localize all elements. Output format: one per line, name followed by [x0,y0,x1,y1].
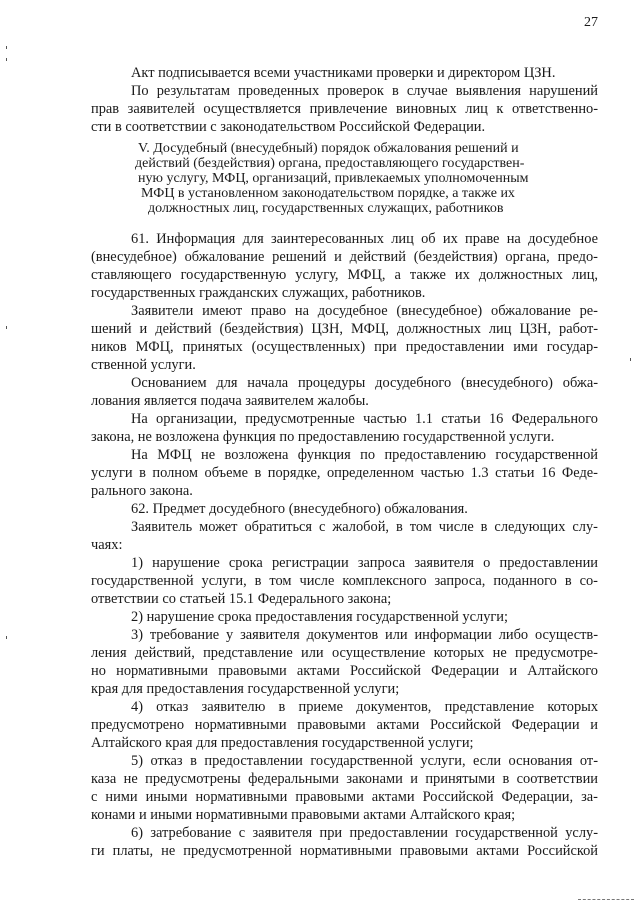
margin-mark [6,46,7,49]
margin-mark [6,326,7,329]
paragraph-line: прав заявителей осуществляется привлечение виновных лиц к ответственно- [91,101,599,117]
margin-mark [630,358,631,361]
paragraph-line: Заявитель может обратиться с жалобой, в том числе в следующих слу- [131,519,598,535]
paragraph-line: 62. Предмет досудебного (внесудебного) обжалования. [131,501,468,517]
paragraph-line: Алтайского края для предоставления государственной услуги; [91,735,474,751]
paragraph-line: но нормативными правовыми актами Российской Федерации и Алтайского [91,663,599,679]
paragraph-line: ления действий, представление или осуществление которых не предусмотре- [91,645,598,661]
section-heading-line: V. Досудебный (внесудебный) порядок обжалования решений и [138,141,519,156]
section-heading-line: должностных лиц, государственных служащих, работников [148,201,504,216]
paragraph-line: чаях: [91,537,123,553]
paragraph-line: На организации, предусмотренные частью 1.1 статьи 16 Федерального [131,411,598,427]
paragraph-line: Акт подписывается всеми участниками проверки и директором ЦЗН. [131,65,556,81]
paragraph-line: ников МФЦ, принятых (осуществленных) при предоставлении ими государ- [91,339,599,355]
paragraph-line: сти в соответствии с законодательством Российской Федерации. [91,119,486,135]
section-heading-line: ную услугу, МФЦ, организаций, привлекаемых уполномоченным [138,171,529,186]
paragraph-line: каза не предусмотрены федеральными законами и принятыми в соответствии [91,771,598,787]
paragraph-line: шений и действий (бездействия) ЦЗН, МФЦ, должностных лиц ЦЗН, работ- [91,321,599,337]
paragraph-line: закона, не возложена функция по предоставлению государственной услуги. [91,429,555,445]
paragraph-line: На МФЦ не возложена функция по предоставлению государственной [131,447,598,463]
paragraph-line: 61. Информация для заинтересованных лиц об их праве на досудебное [131,231,598,247]
paragraph-line: с ними иными нормативными правовыми актами Российской Федерации, за- [91,789,598,805]
paragraph-line: услуги в полном объеме в порядке, определенном частью 1.3 статьи 16 Феде- [91,465,598,481]
paragraph-line: Заявители имеют право на досудебное (внесудебное) обжалование ре- [131,303,598,319]
paragraph-line: 4) отказ заявителю в приеме документов, представление которых [131,699,599,715]
paragraph-line: 3) требование у заявителя документов или информации либо осуществ- [131,627,598,643]
paragraph-line: предусмотрено нормативными правовыми актами Российской Федерации и [91,717,598,733]
paragraph-line: ставляющего государственную услугу, МФЦ, а также их должностных лиц, [91,267,599,283]
paragraph-line: края для предоставления государственной услуги; [91,681,400,697]
section-heading-line: действий (бездействия) органа, предоставляющего государствен- [135,156,525,171]
paragraph-line: Основанием для начала процедуры досудебного (внесудебного) обжа- [131,375,599,391]
paragraph-line: 1) нарушение срока регистрации запроса заявителя о предоставлении [131,555,598,571]
page-number: 27 [584,15,598,30]
paragraph-line: 2) нарушение срока предоставления государственной услуги; [131,609,508,625]
paragraph-line: 5) отказ в предоставлении государственной услуги, если основания от- [131,753,598,769]
paragraph-line: (внесудебное) обжалование решений и действий (бездействия) органа, предо- [91,249,598,265]
section-heading-line: МФЦ в установленном законодательством порядке, а также их [141,186,515,201]
margin-mark [6,58,7,61]
paragraph-line: ответствии со статьей 15.1 Федерального закона; [91,591,392,607]
paragraph-line: По результатам проведенных проверок в случае выявления нарушений [131,83,599,99]
paragraph-line: государственной услуги, в том числе комплексного запроса, поданного в со- [91,573,598,589]
paragraph-line: рального закона. [91,483,193,499]
margin-mark [6,636,7,639]
paragraph-line: ги платы, не предусмотренной нормативными правовыми актами Российской [91,843,599,859]
paragraph-line: 6) затребование с заявителя при предоставлении государственной услу- [131,825,598,841]
paragraph-line: лования является подача заявителем жалобы. [91,393,369,409]
paragraph-line: конами и иными нормативными правовыми актами Алтайского края; [91,807,516,823]
scan-edge-marks [578,899,634,901]
paragraph-line: государственных гражданских служащих, работников. [91,285,426,301]
paragraph-line: ственной услуги. [91,357,196,373]
